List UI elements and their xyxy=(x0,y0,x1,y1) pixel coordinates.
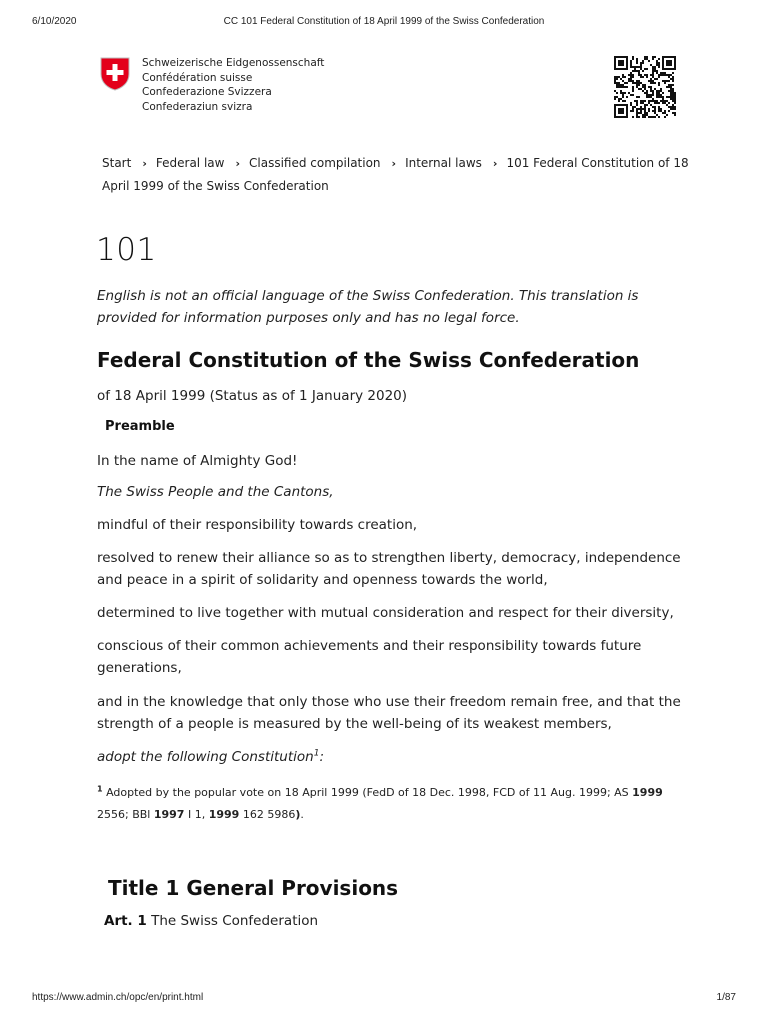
footnote-bold: 1997 xyxy=(153,808,185,821)
footnote xyxy=(97,782,697,826)
agency-name-rm: Confederaziun svizra xyxy=(142,100,253,113)
translation-disclaimer: English is not an official language of the Swiss Confederation. This translation is provided for information purposes only and has no legal force. xyxy=(97,288,639,326)
footnote-marker: 1 xyxy=(97,784,103,794)
sr-number: 101 xyxy=(96,232,157,268)
qr-code-icon xyxy=(614,56,676,118)
preamble-paragraph: In the name of Almighty God! xyxy=(97,453,298,469)
preamble-paragraph: The Swiss People and the Cantons, xyxy=(97,484,334,500)
agency-name-fr: Confédération suisse xyxy=(142,71,253,84)
adopt-colon: : xyxy=(319,749,325,765)
print-date: 6/10/2020 xyxy=(32,16,77,27)
adopt-line xyxy=(97,746,697,768)
footnote-ref[interactable]: 1 xyxy=(313,748,320,759)
preamble-paragraph: resolved to renew their alliance so as to strengthen liberty, democracy, independence and peace in a spirit of solidarity and openness towards the world, xyxy=(97,550,681,588)
footnote-text: 2556; BBl xyxy=(97,808,154,821)
preamble-paragraph: and in the knowledge that only those who use their freedom remain free, and that the strength of a people is measured by the well-being of its weakest members, xyxy=(97,694,681,732)
breadcrumb-item-internal-laws[interactable]: Internal laws xyxy=(405,156,482,170)
footnote-bold: 1999 xyxy=(632,786,663,799)
swiss-coat-of-arms-icon xyxy=(100,57,130,91)
constitution-date: of 18 April 1999 (Status as of 1 January 2020) xyxy=(97,388,408,404)
agency-name-de: Schweizerische Eidgenossenschaft xyxy=(142,57,325,69)
footnote-text: Adopted by the popular vote on 18 April 1999 (FedD of 18 Dec. 1998, FCD of 11 Aug. 1999; AS xyxy=(102,786,633,799)
footnote-bold: 1999 xyxy=(208,808,240,821)
agency-name-it: Confederazione Svizzera xyxy=(142,86,272,98)
preamble-heading: Preamble xyxy=(105,419,175,434)
footnote-text: I 1, xyxy=(184,808,209,821)
breadcrumb-current: 101 Federal Constitution of 18 April 1999 of the Swiss Confederation xyxy=(102,156,689,193)
chevron-right-icon: › xyxy=(142,157,147,170)
article-1[interactable] xyxy=(104,913,318,929)
breadcrumb-item-start[interactable]: Start xyxy=(102,156,132,170)
footnote-text: . xyxy=(300,808,304,821)
chevron-right-icon: › xyxy=(391,157,397,170)
footnote-bold: ) xyxy=(295,808,301,821)
page-counter: 1/87 xyxy=(716,992,736,1003)
print-title: CC 101 Federal Constitution of 18 April 1999 of the Swiss Confederation xyxy=(223,16,545,27)
print-footer xyxy=(0,992,768,1006)
breadcrumb-item-federal-law[interactable]: Federal law xyxy=(155,156,225,170)
print-header xyxy=(0,16,768,30)
preamble-paragraph: mindful of their responsibility towards creation, xyxy=(97,517,418,533)
title-1-heading: Title 1 General Provisions xyxy=(108,876,399,900)
page-title: Federal Constitution of the Swiss Confederation xyxy=(97,348,640,372)
agency-names xyxy=(142,56,324,114)
breadcrumb xyxy=(102,152,702,197)
adopt-text: adopt the following Constitution xyxy=(97,749,314,765)
print-url: https://www.admin.ch/opc/en/print.html xyxy=(32,992,204,1003)
article-title: The Swiss Confederation xyxy=(146,913,319,929)
preamble-paragraph: conscious of their common achievements and their responsibility towards future generations, xyxy=(97,638,642,676)
chevron-right-icon: › xyxy=(235,157,240,170)
preamble-paragraph: determined to live together with mutual consideration and respect for their diversity, xyxy=(97,605,674,621)
agency-logo[interactable] xyxy=(100,56,324,114)
article-label: Art. 1 xyxy=(104,913,147,929)
footnote-text: 162 5986 xyxy=(239,808,296,821)
chevron-right-icon: › xyxy=(492,157,498,170)
breadcrumb-item-classified-compilation[interactable]: Classified compilation xyxy=(249,156,381,170)
